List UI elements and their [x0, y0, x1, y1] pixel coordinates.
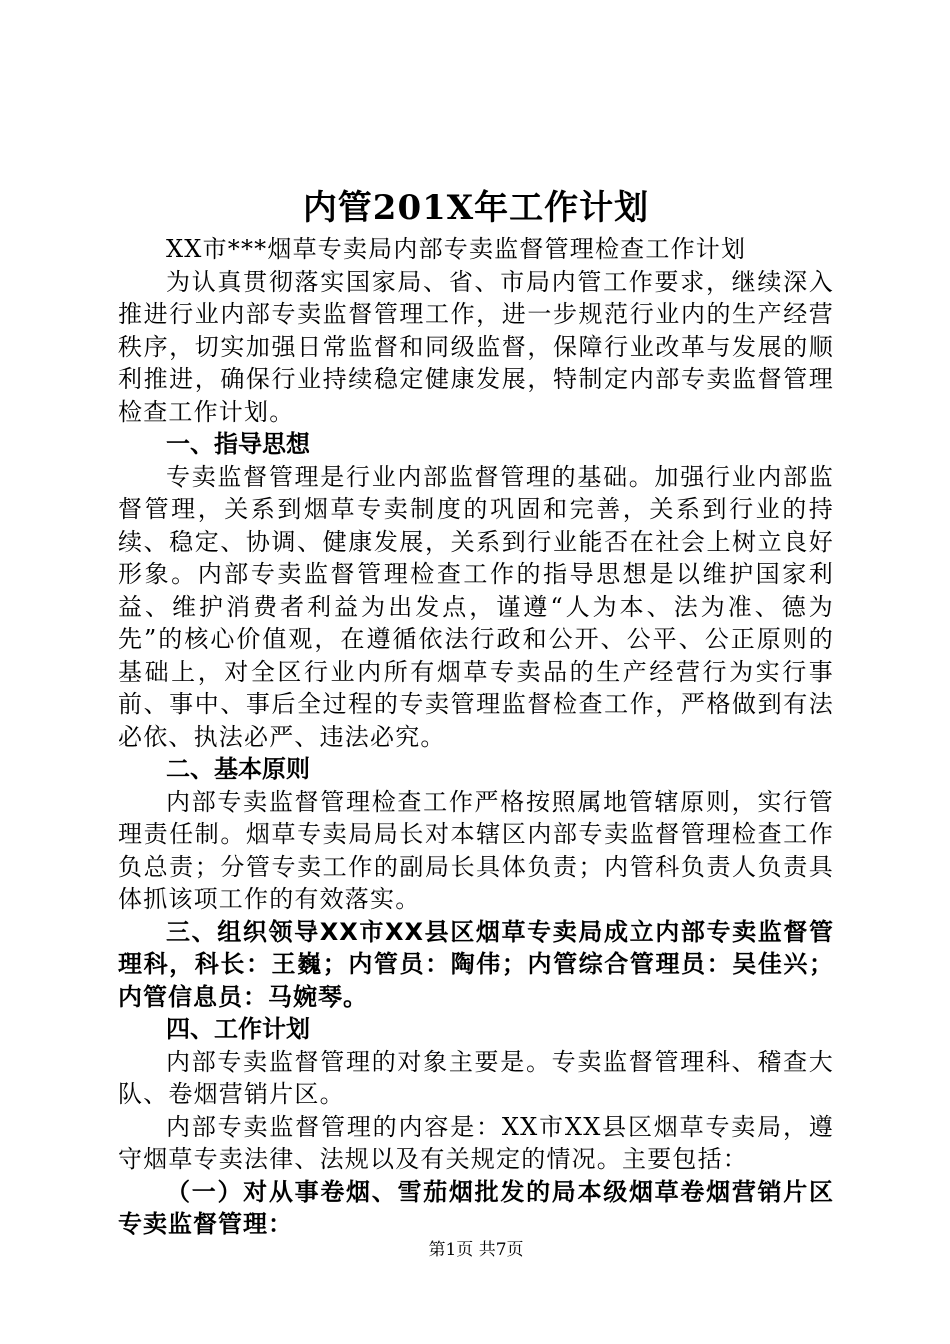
- section-organization-leadership: 三、组织领导XX市XX县区烟草专卖局成立内部专卖监督管理科，科长：王巍；内管员：陶伟；内管综合管理员：吴佳兴；内管信息员：马婉琴。: [118, 917, 834, 1011]
- subtitle-line: XX市***烟草专卖局内部专卖监督管理检查工作计划: [166, 235, 747, 263]
- basic-principles-paragraph: 内部专卖监督管理检查工作严格按照属地管辖原则，实行管理责任制。烟草专卖局局长对本辖区内部专卖监督管理检查工作负总责；分管专卖工作的副局长具体负责；内管科负责人负责具体抓该项工作的有效落实。: [118, 787, 834, 913]
- subsection-heading-1: （一）对从事卷烟、雪茄烟批发的局本级烟草卷烟营销片区专卖监督管理：: [118, 1177, 834, 1238]
- section-heading-work-plan: 四、工作计划: [166, 1015, 310, 1043]
- work-plan-objects-paragraph: 内部专卖监督管理的对象主要是。专卖监督管理科、稽查大队、卷烟营销片区。: [118, 1047, 834, 1108]
- section-heading-basic-principles: 二、基本原则: [166, 755, 310, 783]
- document-title: 内管201X年工作计划: [302, 188, 650, 228]
- document-body: [118, 233, 834, 1241]
- guiding-ideology-paragraph: 专卖监督管理是行业内部监督管理的基础。加强行业内部监督管理，关系到烟草专卖制度的巩固和完善，关系到行业的持续、稳定、协调、健康发展，关系到行业能否在社会上树立良好形象。内部专卖监督管理检查工作的指导思想是以维护国家利益、维护消费者利益为出发点，谨遵“人为本、法为准、德为先”的核心价值观，在遵循依法行政和公开、公平、公正原则的基础上，对全区行业内所有烟草专卖品的生产经营行为实行事前、事中、事后全过程的专卖管理监督检查工作，严格做到有法必依、执法必严、违法必究。: [118, 462, 834, 751]
- document-page: [118, 0, 834, 1344]
- work-plan-content-paragraph: 内部专卖监督管理的内容是：XX市XX县区烟草专卖局，遵守烟草专卖法律、法规以及有关规定的情况。主要包括：: [118, 1112, 834, 1173]
- section-heading-guiding-ideology: 一、指导思想: [166, 430, 310, 458]
- intro-paragraph: 为认真贯彻落实国家局、省、市局内管工作要求，继续深入推进行业内部专卖监督管理工作，进一步规范行业内的生产经营秩序，切实加强日常监督和同级监督，保障行业改革与发展的顺利推进，确保行业持续稳定健康发展，特制定内部专卖监督管理检查工作计划。: [118, 267, 834, 426]
- page-footer: 第1页 共7页: [428, 1240, 524, 1260]
